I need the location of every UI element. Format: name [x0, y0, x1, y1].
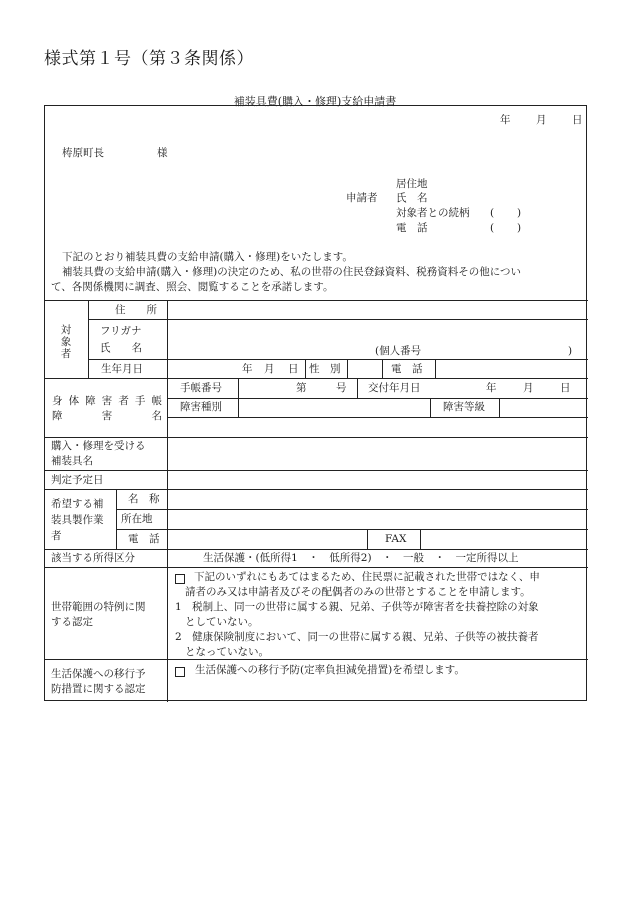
welfare-checkbox[interactable] [175, 667, 185, 677]
household-checkbox[interactable] [175, 574, 185, 584]
personal-number-close: ) [568, 345, 573, 357]
disability-type-label: 障害種別 [180, 401, 222, 413]
maker-label-line1: 希望する補 [51, 498, 104, 510]
rule [88, 300, 89, 378]
relation-paren-close: ) [517, 207, 522, 219]
household-item2-line2: となっていない。 [185, 646, 269, 658]
device-name-field[interactable] [168, 439, 587, 469]
birth-day-label: 日 [288, 363, 299, 375]
application-statement: 下記のとおり補装具費の支給申請(購入・修理)をいたします。 [62, 251, 353, 263]
consent-statement-line2: て、各関係機関に調査、照会、閲覧することを承諾します。 [51, 281, 334, 293]
handbook-number-go: 号 [336, 382, 347, 394]
consent-statement-line1: 補装具費の支給申請(購入・修理)の決定のため、私の世帯の住民登録資料、税務資料その他につい [62, 266, 522, 278]
rule [88, 319, 588, 320]
household-text-line2: 請者のみ又は申請者及びその配偶者のみの世帯とすることを申請します。 [185, 586, 531, 598]
maker-label-line3: 者 [51, 530, 62, 542]
disability-name-field[interactable] [168, 419, 587, 436]
disability-name-label: 障 害 名 [52, 410, 162, 422]
date-year-label: 年 [500, 114, 511, 126]
rule [430, 398, 431, 417]
form-number: 様式第１号（第３条関係） [44, 49, 254, 69]
issue-day-label: 日 [560, 382, 571, 394]
addressee: 梼原町長 [62, 147, 104, 159]
household-label-line2: する認定 [51, 616, 93, 628]
rule [116, 509, 588, 510]
household-item2-line1: 2 健康保険制度において、同一の世帯に属する親、兄弟、子供等の被扶養者 [175, 631, 539, 643]
maker-location-label: 所在地 [121, 513, 153, 525]
subject-phone-field[interactable] [436, 361, 586, 377]
rule [116, 489, 117, 549]
date-month-label: 月 [536, 114, 547, 126]
device-name-label-line1: 購入・修理を受ける [51, 440, 146, 452]
rule [167, 398, 588, 399]
disability-grade-label: 障害等級 [443, 401, 485, 413]
judgment-date-label: 判定予定日 [51, 474, 104, 486]
issue-year-label: 年 [486, 382, 497, 394]
disability-type-field[interactable] [239, 400, 429, 416]
disability-grade-field[interactable] [500, 400, 586, 416]
maker-fax-label: FAX [385, 533, 407, 545]
rule [45, 300, 588, 301]
maker-fax-field[interactable] [421, 531, 586, 548]
subject-label-char: 者 [60, 348, 72, 360]
phone-paren-close: ) [517, 222, 522, 234]
handbook-label: 身体障害者手帳 [52, 395, 162, 407]
maker-name-field[interactable] [168, 491, 587, 508]
maker-phone-label: 電 話 [128, 533, 160, 545]
subject-section-label [59, 324, 73, 360]
judgment-date-field[interactable] [168, 472, 587, 488]
handbook-number-label: 手帳番号 [180, 382, 222, 394]
birth-month-label: 月 [264, 363, 275, 375]
maker-label-line2: 装具製作業 [51, 514, 104, 526]
device-name-label-line2: 補装具名 [51, 455, 93, 467]
rule [382, 359, 383, 378]
rule [357, 378, 358, 398]
income-category-options[interactable]: 生活保護・(低所得1 ・ 低所得2) ・ 一般 ・ 一定所得以上 [203, 552, 519, 564]
applicant-name-label: 氏 名 [396, 192, 428, 204]
applicant-label: 申請者 [346, 192, 378, 204]
rule [116, 529, 588, 530]
subject-label-char: 象 [60, 336, 72, 348]
applicant-relation-label: 対象者との続柄 [396, 207, 470, 219]
subject-name-field[interactable] [168, 321, 587, 343]
form-title: 補装具費(購入・修理)支給申請書 [233, 95, 397, 108]
welfare-label-line2: 防措置に関する認定 [51, 683, 146, 695]
issue-month-label: 月 [523, 382, 534, 394]
subject-furigana-label: フリガナ [100, 325, 142, 337]
rule [167, 417, 588, 418]
rule [45, 437, 588, 438]
income-category-label: 該当する所得区分 [51, 552, 135, 564]
maker-name-label: 名 称 [128, 493, 160, 505]
household-item1-line2: としていない。 [185, 616, 259, 628]
addressee-suffix: 様 [157, 147, 168, 159]
gender-label: 性 別 [309, 363, 341, 375]
rule [45, 470, 588, 471]
rule [45, 549, 588, 550]
subject-address-label: 住 所 [115, 304, 157, 316]
relation-paren-open: ( [490, 207, 495, 219]
gender-field[interactable] [348, 361, 381, 377]
household-item1-line1: 1 税制上、同一の世帯に属する親、兄弟、子供等が障害者を扶養控除の対象 [175, 601, 539, 613]
maker-location-field[interactable] [168, 511, 587, 528]
rule [367, 529, 368, 549]
personal-number-label: (個人番号 [375, 345, 422, 357]
rule [45, 489, 588, 490]
birthdate-label: 生年月日 [101, 363, 143, 375]
issue-date-label: 交付年月日 [368, 382, 421, 394]
subject-address-field[interactable] [168, 303, 587, 318]
welfare-label-line1: 生活保護への移行予 [51, 668, 146, 680]
birth-year-label: 年 [242, 363, 253, 375]
applicant-phone-label: 電 話 [396, 222, 428, 234]
phone-paren-open: ( [490, 222, 495, 234]
welfare-text: 生活保護への移行予防(定率負担減免措置)を希望します。 [195, 664, 465, 676]
subject-phone-label: 電 話 [391, 363, 423, 375]
rule [45, 659, 588, 660]
rule [88, 359, 588, 360]
rule [45, 567, 588, 568]
handbook-number-dai: 第 [296, 382, 307, 394]
applicant-address-label: 居住地 [396, 178, 428, 190]
subject-label-char: 対 [60, 324, 72, 336]
date-day-label: 日 [572, 114, 583, 126]
rule [305, 359, 306, 378]
household-label-line1: 世帯範囲の特例に関 [51, 601, 146, 613]
application-form [44, 105, 587, 701]
subject-name-label: 氏 名 [100, 342, 142, 354]
maker-phone-field[interactable] [168, 531, 366, 548]
rule [45, 378, 588, 379]
household-text-line1: 下記のいずれにもあてはまるため、住民票に記載された世帯ではなく、申 [194, 571, 540, 583]
